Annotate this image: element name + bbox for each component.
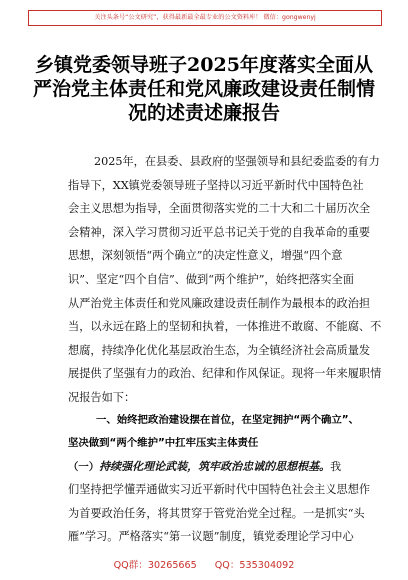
qq-contact: QQ：535304092 [214, 560, 295, 571]
title-line: 况的述责述廉报告 [127, 102, 280, 124]
text-line: 会主义思想为指导，全面贯彻落实党的二十大和二十届历次全 [68, 202, 371, 216]
text-line: 展提供了坚强有力的政治、纪律和作风保证。现将一年来履职情 [68, 367, 382, 381]
intro-paragraph [68, 150, 382, 410]
section-heading: 一、始终把政治建设摆在首位，在坚定拥护“两个确立”、 [96, 414, 360, 426]
contact-footer [0, 557, 408, 571]
qq-group: QQ群：30265665 [113, 560, 197, 571]
text-line: 为首要政治任务，将其贯穿于管党治党全过程。一是抓实“头 [68, 506, 365, 520]
subsection-tail: 我 [330, 460, 342, 473]
text-line: 雁”学习。严格落实“第一议题”制度，镇党委理论学习中心 [68, 530, 354, 544]
subsection-label: （一） [68, 461, 100, 473]
text-line: 况报告如下： [68, 390, 136, 404]
text-line: 指导下，XX镇党委领导班子坚持以习近平新时代中国特色社 [68, 178, 364, 192]
document-title [28, 53, 380, 125]
text-line: 从严治党主体责任和党风廉政建设责任制作为最根本的政治担 [68, 296, 371, 310]
promo-banner: 关注头条号“公文研究”，获得最新最全最专业的公文资料库！ 微信：gongwenyj [28, 10, 382, 26]
text-line: 当，以永远在路上的坚韧和执着，一体推进不敢腐、不能腐、不 [68, 320, 382, 334]
title-line: 严治党主体责任和党风廉政建设责任制情 [32, 78, 375, 100]
subsection-heading [68, 455, 388, 479]
text-line: 2025年，在县委、县政府的坚强领导和县纪委监委的有力 [94, 155, 380, 168]
section-heading: 坚决做到“两个维护”中扛牢压实主体责任 [68, 437, 259, 449]
text-line: 们坚持把学懂弄通做实习近平新时代中国特色社会主义思想作 [68, 483, 371, 496]
title-line: 乡镇党委领导班子2025年度落实全面从 [35, 54, 373, 76]
text-line: 识”、坚定“四个自信”、做到“两个维护”，始终把落实全面 [68, 272, 354, 286]
text-line: 会精神，深入学习贯彻习近平总书记关于党的自我革命的重要 [68, 225, 371, 239]
text-line: 思想，深刻领悟“两个确立”的决定性意义，增强“四个意 [68, 249, 343, 263]
body-paragraph [68, 478, 376, 549]
text-line: 想腐，持续净化优化基层政治生态，为全镇经济社会高质量发 [68, 343, 371, 357]
subsection-title: 持续强化理论武装，筑牢政治忠诚的思想根基。 [99, 460, 331, 473]
